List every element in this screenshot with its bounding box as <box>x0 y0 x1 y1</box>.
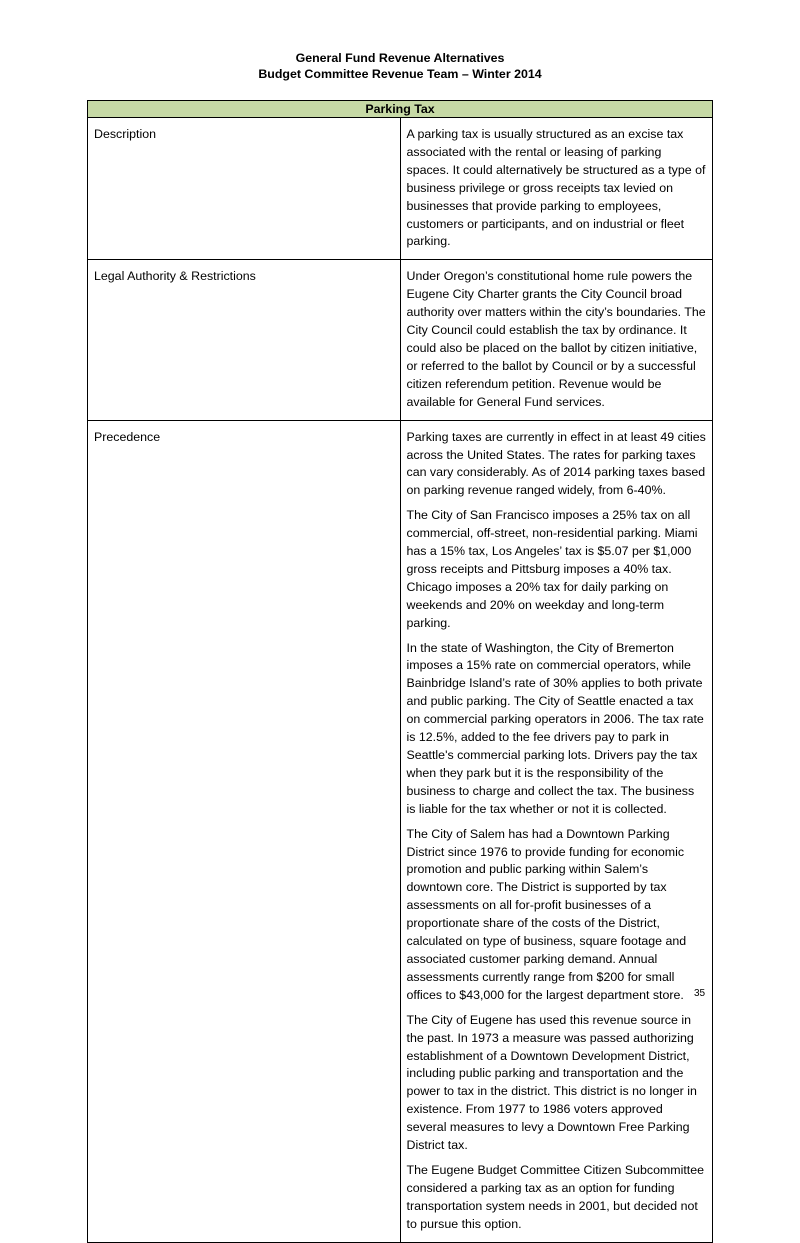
paragraph: Under Oregon’s constitutional home rule powers the Eugene City Charter grants the City Council broad authority over matters within the city’s boundaries. The City Council could establish the tax by ordinance. It could also be placed on the ballot by citizen initiative, or referred to the ballot by Council or by a successful citizen referendum petition. Revenue would be available for General Fund services. <box>406 269 706 409</box>
page-number: 35 <box>694 988 706 999</box>
table-banner: Parking Tax <box>88 101 713 118</box>
banner-row <box>88 101 713 118</box>
document-header <box>0 50 800 82</box>
table-row <box>88 420 713 1242</box>
paragraph: In the state of Washington, the City of Bremerton imposes a 15% rate on commercial operators, while Bainbridge Island’s rate of 30% applies to both private and public parking. The City of Seattle enacted a tax on commercial parking operators in 2006. The tax rate is 12.5%, added to the fee drivers pay to park in Seattle's commercial parking lots. Drivers pay the tax when they park but it is the responsibility of the business to charge and collect the tax. The business is liable for the tax whether or not it is collected. <box>406 640 704 816</box>
row-label-description: Description <box>88 118 401 260</box>
document-subtitle: Budget Committee Revenue Team – Winter 2014 <box>258 67 542 81</box>
row-content-description <box>400 118 713 260</box>
paragraph: Parking taxes are currently in effect in at least 49 cities across the United States. The rates for parking taxes can vary considerably. As of 2014 parking taxes based on parking revenue ranged widely, from 6-40%. <box>406 429 706 498</box>
parking-tax-table <box>87 100 713 1243</box>
paragraph: The Eugene Budget Committee Citizen Subcommittee considered a parking tax as an option for funding transportation system needs in 2001, but decided not to pursue this option. <box>406 1162 705 1231</box>
paragraph: The City of Eugene has used this revenue source in the past. In 1973 a measure was passed authorizing establishment of a Downtown Development District, including public parking and transportation and the power to tax in the district. This district is no longer in existence. From 1977 to 1986 voters approved several measures to levy a Downtown Free Parking District tax. <box>406 1012 697 1153</box>
table-row <box>88 260 713 420</box>
document-title: General Fund Revenue Alternatives <box>295 51 505 65</box>
table-row <box>88 118 713 260</box>
row-label-legal-authority: Legal Authority & Restrictions <box>88 260 401 420</box>
row-label-precedence: Precedence <box>88 420 401 1242</box>
paragraph: A parking tax is usually structured as an excise tax associated with the rental or leasing of parking spaces. It could alternatively be structured as a type of business privilege or gross receipts tax levied on businesses that provide parking to employees, customers or participants, and on industrial or fleet parking. <box>406 127 706 249</box>
row-content-legal-authority <box>400 260 713 420</box>
paragraph: The City of Salem has had a Downtown Parking District since 1976 to provide funding for economic promotion and public parking within Salem’s downtown core. The District is supported by tax assessments on all for-profit businesses of a proportionate share of the costs of the District, calculated on type of business, square footage and associated customer parking demand. Annual assessments currently range from $200 for small offices to $43,000 for the largest department store. <box>406 826 687 1002</box>
paragraph: The City of San Francisco imposes a 25% tax on all commercial, off-street, non-residential parking. Miami has a 15% tax, Los Angeles’ tax is $5.07 per $1,000 gross receipts and Pittsburg imposes a 40% tax. Chicago imposes a 20% tax for daily parking on weekends and 20% on weekday and long-term parking. <box>406 508 698 630</box>
row-content-precedence <box>400 420 713 1242</box>
